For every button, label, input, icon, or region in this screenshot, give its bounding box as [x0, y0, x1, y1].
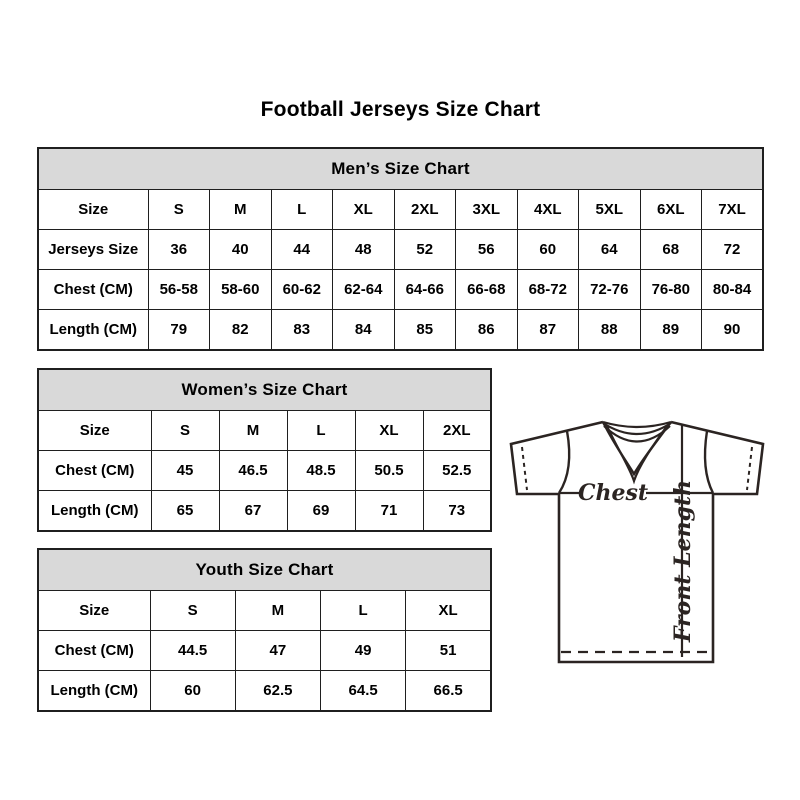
row-label: Length (CM) [38, 671, 150, 712]
row-label: Size [38, 411, 151, 451]
size-value-cell: 82 [210, 310, 272, 351]
size-value-cell: 40 [210, 230, 272, 270]
size-value-cell: S [148, 190, 210, 230]
table-row [38, 591, 491, 631]
jersey-right-cuff-stitch [747, 447, 752, 490]
womens-size-chart-table [37, 368, 492, 532]
size-value-cell: 48.5 [287, 451, 355, 491]
size-value-cell: S [150, 591, 235, 631]
youth-size-chart-title: Youth Size Chart [38, 549, 491, 591]
row-label: Size [38, 190, 148, 230]
table-row [38, 230, 763, 270]
table-row [38, 671, 491, 712]
size-value-cell: 62-64 [333, 270, 395, 310]
table-row [38, 411, 491, 451]
size-value-cell: 60 [517, 230, 579, 270]
table-title-row [38, 549, 491, 591]
size-value-cell: 80-84 [702, 270, 764, 310]
row-label: Chest (CM) [38, 270, 148, 310]
size-value-cell: 52 [394, 230, 456, 270]
front-length-label: Front Length [670, 479, 696, 643]
size-value-cell: XL [406, 591, 491, 631]
size-value-cell: 56 [456, 230, 518, 270]
size-value-cell: 68 [640, 230, 702, 270]
size-value-cell: 51 [406, 631, 491, 671]
size-value-cell: 7XL [702, 190, 764, 230]
womens-size-chart-title: Women’s Size Chart [38, 369, 491, 411]
table-row [38, 491, 491, 532]
size-value-cell: 64-66 [394, 270, 456, 310]
size-value-cell: 69 [287, 491, 355, 532]
table-row [38, 631, 491, 671]
size-value-cell: 85 [394, 310, 456, 351]
jersey-measurement-diagram [503, 398, 775, 683]
size-value-cell: 49 [321, 631, 406, 671]
size-value-cell: M [210, 190, 272, 230]
chest-label: Chest [577, 480, 649, 506]
table-row [38, 190, 763, 230]
table-title-row [38, 148, 763, 190]
size-value-cell: L [287, 411, 355, 451]
jersey-left-cuff-stitch [522, 447, 527, 490]
size-value-cell: 47 [235, 631, 320, 671]
size-value-cell: 3XL [456, 190, 518, 230]
size-value-cell: 84 [333, 310, 395, 351]
mens-size-chart-title: Men’s Size Chart [38, 148, 763, 190]
mens-size-chart-table [37, 147, 764, 351]
row-label: Length (CM) [38, 310, 148, 351]
size-value-cell: 83 [271, 310, 333, 351]
size-value-cell: 68-72 [517, 270, 579, 310]
size-value-cell: 64.5 [321, 671, 406, 712]
size-value-cell: 48 [333, 230, 395, 270]
size-value-cell: 4XL [517, 190, 579, 230]
size-value-cell: 44 [271, 230, 333, 270]
size-value-cell: 50.5 [355, 451, 423, 491]
row-label: Chest (CM) [38, 451, 151, 491]
table-row [38, 310, 763, 351]
size-value-cell: 2XL [423, 411, 491, 451]
size-value-cell: 67 [219, 491, 287, 532]
size-value-cell: 60 [150, 671, 235, 712]
table-title-row [38, 369, 491, 411]
size-value-cell: 66.5 [406, 671, 491, 712]
size-value-cell: L [321, 591, 406, 631]
size-value-cell: 46.5 [219, 451, 287, 491]
size-value-cell: 90 [702, 310, 764, 351]
size-value-cell: 64 [579, 230, 641, 270]
size-value-cell: 36 [148, 230, 210, 270]
jersey-collar-arc [603, 422, 671, 427]
row-label: Size [38, 591, 150, 631]
size-value-cell: 5XL [579, 190, 641, 230]
size-value-cell: 45 [151, 451, 219, 491]
size-value-cell: 87 [517, 310, 579, 351]
size-value-cell: 88 [579, 310, 641, 351]
size-value-cell: L [271, 190, 333, 230]
size-value-cell: 6XL [640, 190, 702, 230]
size-value-cell: 76-80 [640, 270, 702, 310]
page-title: Football Jerseys Size Chart [260, 98, 541, 121]
size-value-cell: 58-60 [210, 270, 272, 310]
table-row [38, 270, 763, 310]
youth-size-chart-table [37, 548, 492, 712]
size-value-cell: 73 [423, 491, 491, 532]
size-value-cell: XL [333, 190, 395, 230]
size-value-cell: 44.5 [150, 631, 235, 671]
size-value-cell: 65 [151, 491, 219, 532]
size-value-cell: 79 [148, 310, 210, 351]
size-value-cell: XL [355, 411, 423, 451]
size-value-cell: 66-68 [456, 270, 518, 310]
size-value-cell: 2XL [394, 190, 456, 230]
row-label: Jerseys Size [38, 230, 148, 270]
size-value-cell: 89 [640, 310, 702, 351]
size-value-cell: 71 [355, 491, 423, 532]
size-value-cell: 72-76 [579, 270, 641, 310]
size-value-cell: 56-58 [148, 270, 210, 310]
size-value-cell: S [151, 411, 219, 451]
size-value-cell: 72 [702, 230, 764, 270]
size-value-cell: 52.5 [423, 451, 491, 491]
size-value-cell: 62.5 [235, 671, 320, 712]
table-row [38, 451, 491, 491]
size-value-cell: 86 [456, 310, 518, 351]
size-value-cell: 60-62 [271, 270, 333, 310]
jersey-left-armhole [559, 431, 569, 493]
size-value-cell: M [219, 411, 287, 451]
row-label: Chest (CM) [38, 631, 150, 671]
jersey-right-armhole [705, 431, 713, 493]
row-label: Length (CM) [38, 491, 151, 532]
size-value-cell: M [235, 591, 320, 631]
